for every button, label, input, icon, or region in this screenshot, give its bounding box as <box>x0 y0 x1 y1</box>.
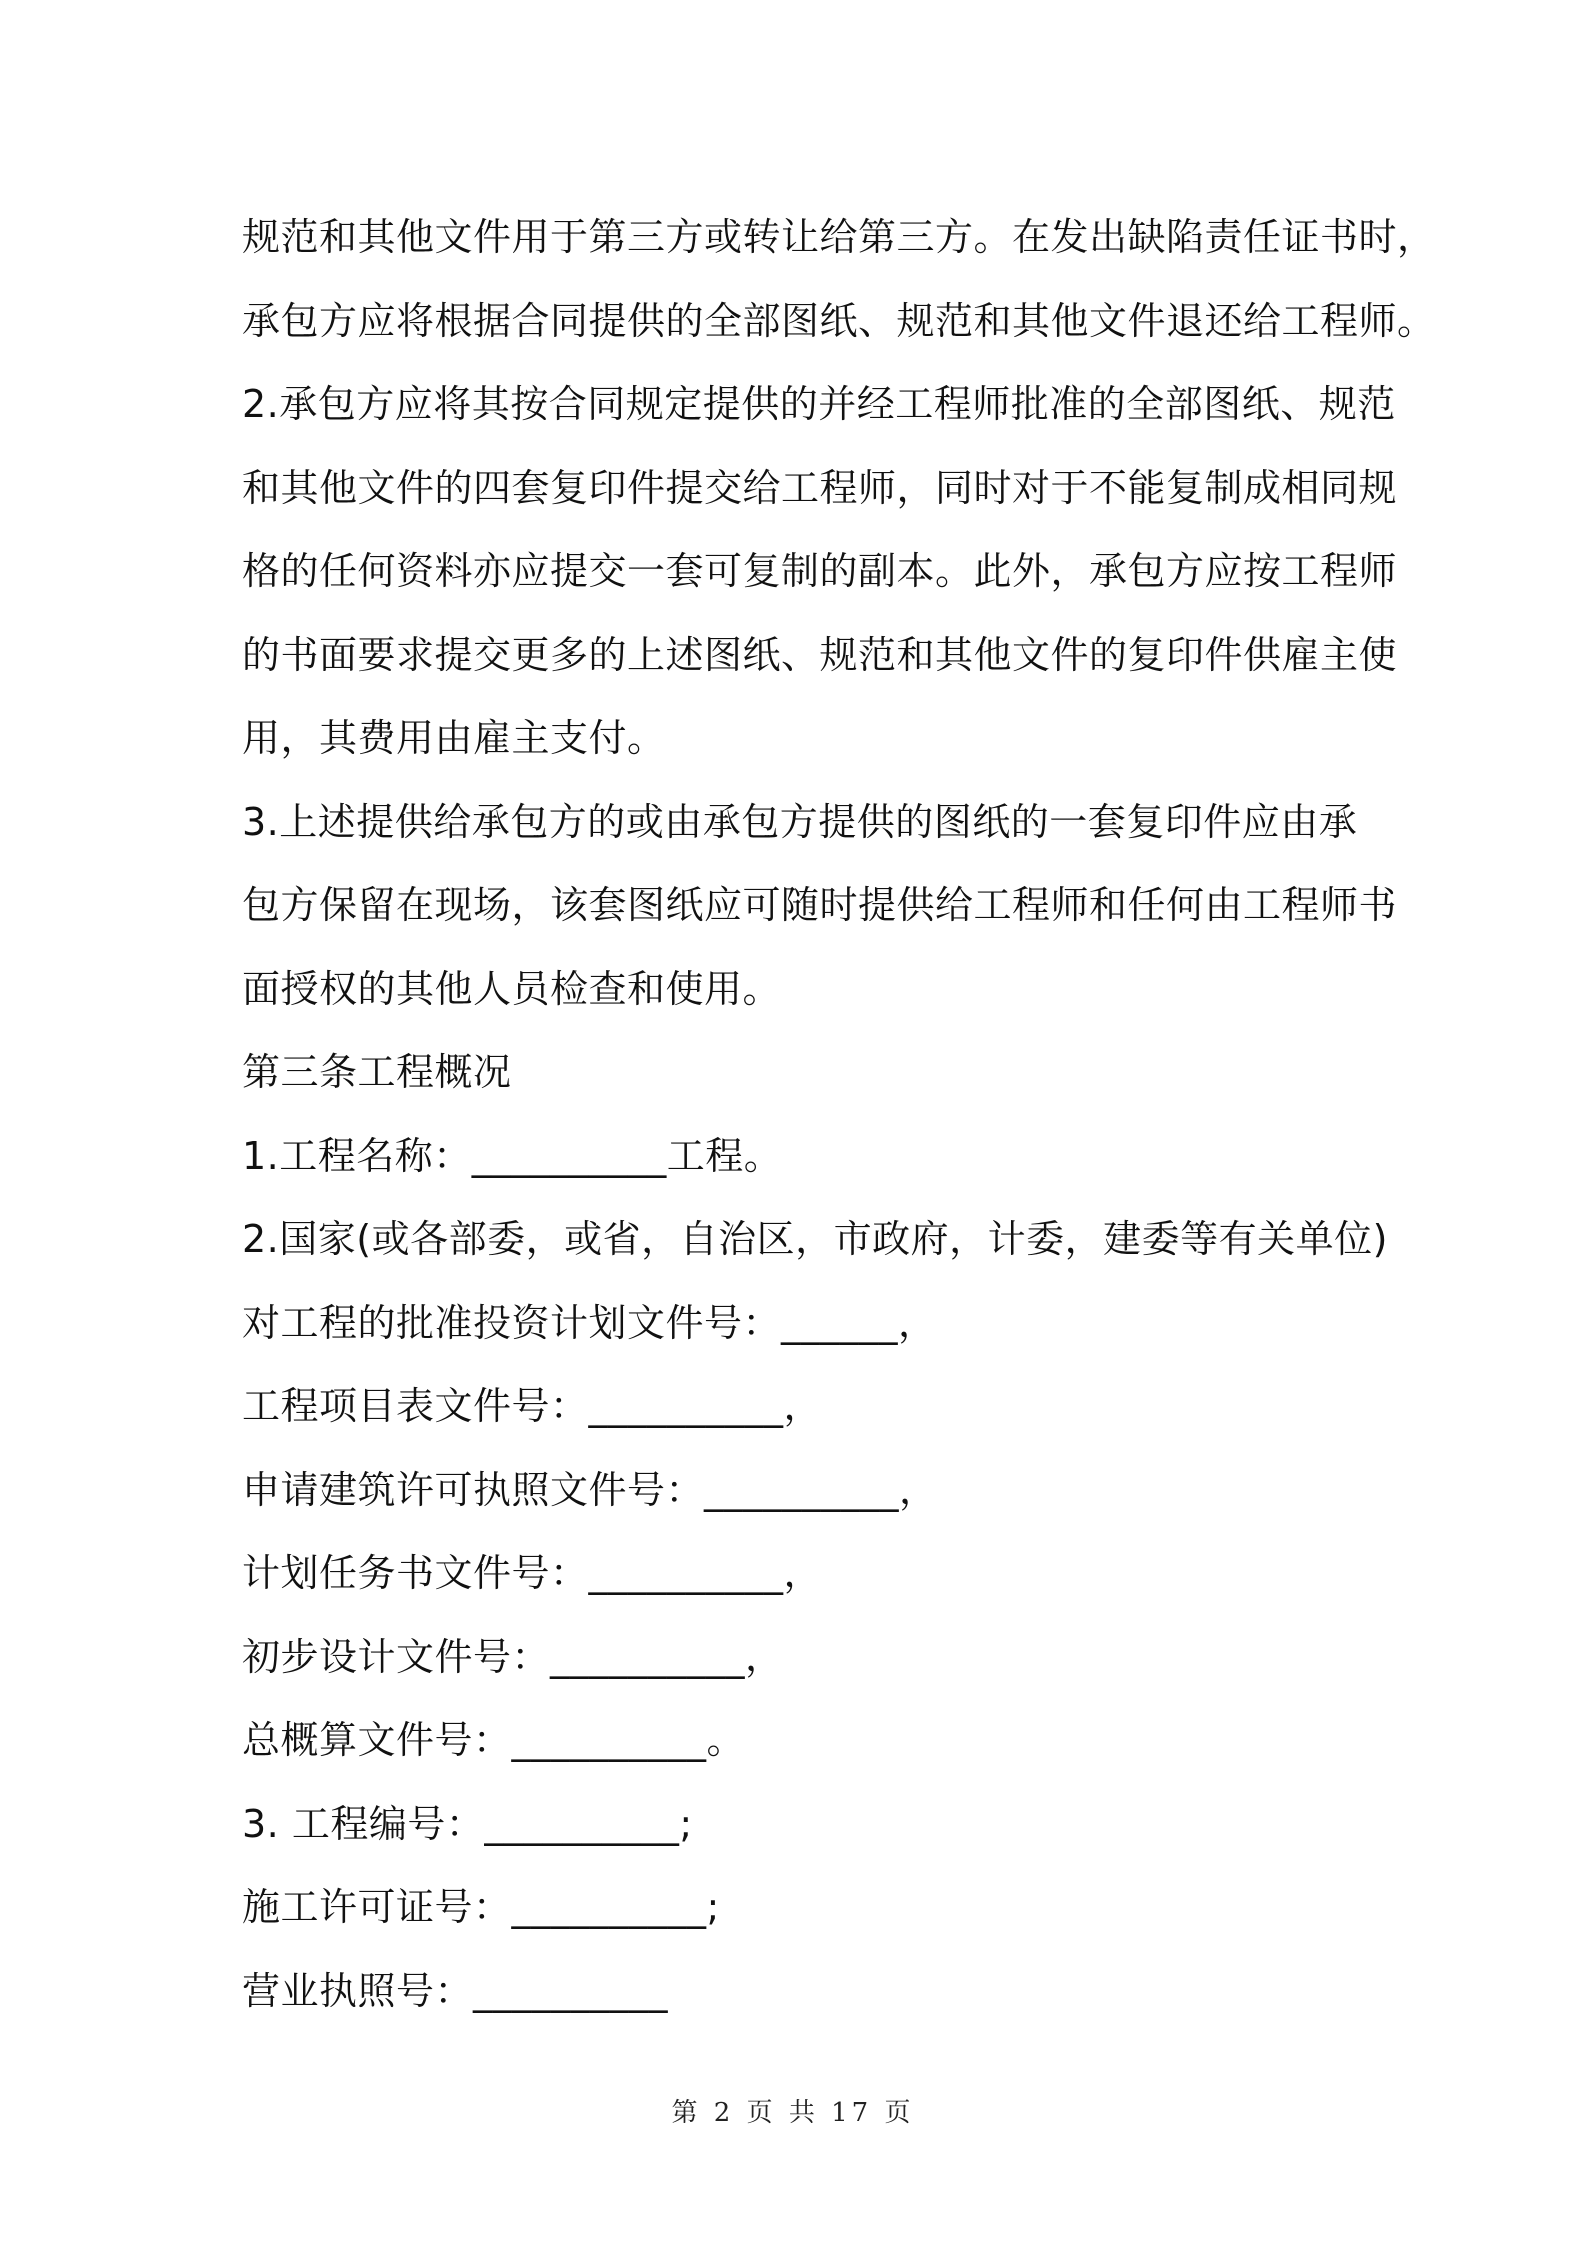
text-line: 和其他文件的四套复印件提交给工程师，同时对于不能复制成相同规 <box>242 465 1398 510</box>
text-line: 2.承包方应将其按合同规定提供的并经工程师批准的全部图纸、规范 <box>242 382 1396 426</box>
text-line: 承包方应将根据合同提供的全部图纸、规范和其他文件退还给工程师。 <box>242 298 1436 343</box>
text-line: 施工许可证号：__________; <box>242 1885 720 1929</box>
text-line: 总概算文件号：__________。 <box>242 1718 746 1762</box>
text-line: 的书面要求提交更多的上述图纸、规范和其他文件的复印件供雇主使 <box>242 632 1398 677</box>
text-line: 3.上述提供给承包方的或由承包方提供的图纸的一套复印件应由承 <box>242 799 1358 844</box>
text-line: 规范和其他文件用于第三方或转让给第三方。在发出缺陷责任证书时， <box>242 215 1436 259</box>
page-number-footer: 第 2 页 共 17 页 <box>671 2098 915 2128</box>
text-line: 计划任务书文件号：__________， <box>242 1551 823 1595</box>
text-line: 工程项目表文件号：__________， <box>242 1384 823 1428</box>
section-heading: 第三条工程概况 <box>242 1050 512 1094</box>
text-line: 1.工程名称：__________工程。 <box>242 1133 783 1178</box>
document-body <box>242 196 1436 2033</box>
text-line: 申请建筑许可执照文件号：__________， <box>242 1467 938 1512</box>
text-line: 3. 工程编号：__________; <box>242 1801 693 1846</box>
text-line: 2.国家(或各部委，或省，自治区，市政府，计委，建委等有关单位) <box>242 1217 1388 1261</box>
text-line: 用，其费用由雇主支付。 <box>242 716 666 760</box>
text-line: 对工程的批准投资计划文件号：______， <box>242 1300 937 1345</box>
text-line: 包方保留在现场，该套图纸应可随时提供给工程师和任何由工程师书 <box>242 883 1398 927</box>
text-line: 格的任何资料亦应提交一套可复制的副本。此外，承包方应按工程师 <box>242 549 1398 593</box>
text-line: 初步设计文件号：__________， <box>242 1634 784 1679</box>
text-line: 营业执照号：__________ <box>242 1968 669 2013</box>
text-line: 面授权的其他人员检查和使用。 <box>242 966 782 1011</box>
